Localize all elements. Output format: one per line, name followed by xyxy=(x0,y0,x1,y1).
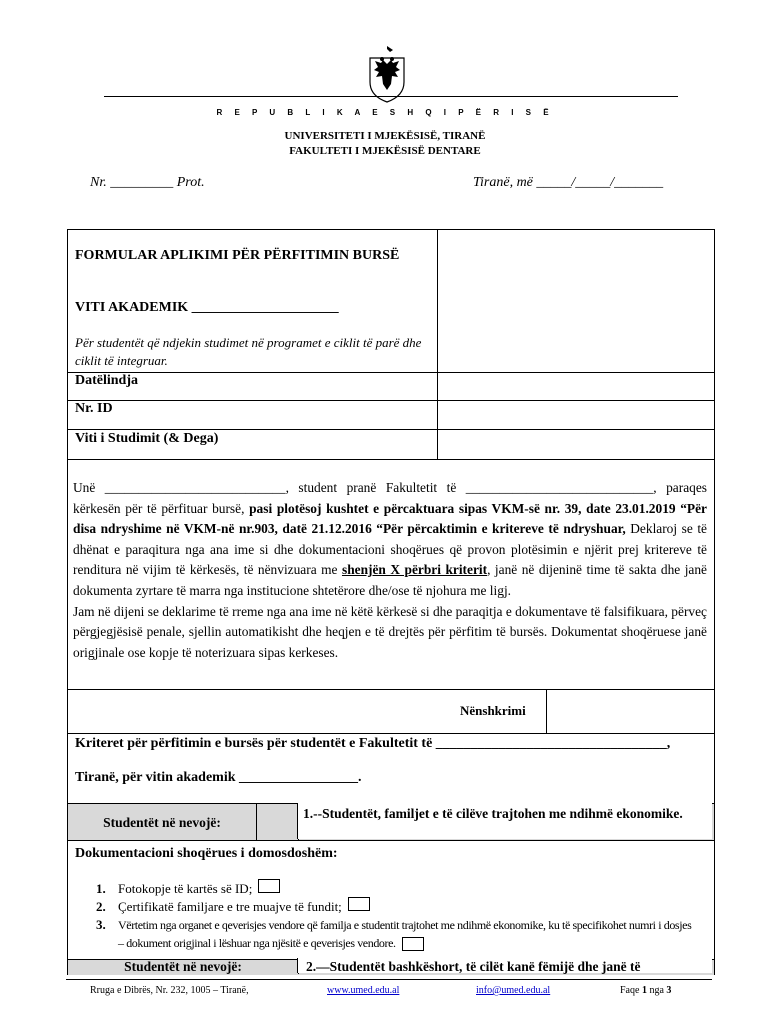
declaration-end: , janë në dijeninë time të sakta dhe janë dokumenta zyrtare të marra nga institucione shtetërore dhe/ose të njohura me ligj. xyxy=(73,562,707,598)
criteria-line: Kriteret për përfitimin e bursës për studentët e Fakultetit të _________________________________, xyxy=(75,736,671,751)
institution-heading xyxy=(0,129,770,159)
academic-year: VITI AKADEMIK _____________________ xyxy=(75,300,339,315)
list-item-text: Çertifikatë familjare e tre muajve të fundit; xyxy=(118,899,342,914)
form-title: FORMULAR APLIKIMI PËR PËRFITIMIN BURSË xyxy=(75,248,400,263)
header-rule xyxy=(104,96,678,97)
tirane-academic-year-line: Tiranë, për vitin akademik _________________. xyxy=(75,770,362,785)
page-word: Faqe xyxy=(620,985,640,996)
page-total: 3 xyxy=(666,985,672,996)
applies-to-note: Për studentët që ndjekin studimet në programet e ciklit të parë dhe ciklit të integruar. xyxy=(75,335,422,368)
column-divider xyxy=(437,230,438,459)
field-id-label: Nr. ID xyxy=(75,401,113,416)
declaration-legal-basis: pasi plotësoj kushtet e përcaktuara sipas VKM-së nr. 39, date 23.01.2019 “Për disa ndryshime në VKM-në nr.903, datë 21.12.2016 “Për përcaktimin e kritereve të ndryshuar, xyxy=(73,500,707,537)
footer-email-link[interactable]: info@umed.edu.al xyxy=(476,985,551,996)
row-divider xyxy=(68,372,714,373)
faculty-name: FAKULTETI I MJEKËSISË DENTARE xyxy=(289,145,481,157)
page-of: nga xyxy=(649,985,664,996)
row-divider xyxy=(68,429,714,430)
documents-list xyxy=(96,880,696,952)
page-number xyxy=(620,985,671,996)
column-divider xyxy=(297,803,298,839)
list-item-text: Fotokopje të kartës së ID; xyxy=(118,881,253,896)
list-item-number: 1. xyxy=(96,881,106,896)
page-current: 1 xyxy=(641,985,647,996)
column-divider xyxy=(256,803,257,840)
list-item-text: Vërtetim nga organet e qeverisjes vendore që familja e studentit trajtohet me ndihmë ekonomike, ku të specifikohet numri i dosjes – dokument origjinal i lëshuar nga njësitë e qeverisjes vendore. xyxy=(118,918,692,950)
list-item-number: 2. xyxy=(96,899,106,914)
list-item xyxy=(96,916,696,952)
category1-description: 1.--Studentët, familjet e të cilëve trajtohen me ndihmë ekonomike. xyxy=(303,806,683,821)
coat-of-arms-emblem xyxy=(362,44,412,104)
footer-address: Rruga e Dibrës, Nr. 232, 1005 – Tiranë, xyxy=(90,985,249,996)
declaration-text xyxy=(73,478,707,663)
declaration-start: Unë ___________________________, student pranë Fakultetit të ____________________________, paraqes kërkesën për të përfituar bursë, xyxy=(73,480,707,516)
footer-rule xyxy=(66,979,712,980)
checkbox-aid-certificate[interactable] xyxy=(402,937,424,951)
row-divider xyxy=(68,689,714,690)
category2-description: 2.—Studentët bashkëshort, të cilët kanë fëmijë dhe janë të xyxy=(306,959,641,974)
protocol-number: Nr. _________ Prot. xyxy=(90,175,205,190)
signature-label: Nënshkrimi xyxy=(460,703,526,718)
university-name: UNIVERSITETI I MJEKËSISË, TIRANË xyxy=(284,130,486,142)
declaration-mark-instruction: shenjën X përbri kriterit xyxy=(341,562,488,578)
declaration-paragraph-2: Jam në dijeni se deklarime të rreme nga ana ime në këtë kërkesë si dhe paraqitja e dokumentave të falsifikuara, përveç përgjegjësisë penale, sjellin automatikisht dhe heqjen e të drejtës për përfitim të bursës. Dokumentat shoqëruese janë origjinale ose kopje të noterizuara sipas kerkeses. xyxy=(73,603,707,660)
row-divider xyxy=(68,400,714,401)
row-divider xyxy=(68,733,714,734)
place-date: Tiranë, më _____/_____/_______ xyxy=(473,175,664,190)
list-item xyxy=(96,898,696,916)
field-study-year-label: Viti i Studimit (& Dega) xyxy=(75,431,219,446)
category1-label: Studentët në nevojë: xyxy=(103,815,221,830)
category2-label: Studentët në nevojë: xyxy=(124,959,242,974)
checkbox-family-certificate[interactable] xyxy=(348,897,370,911)
row-divider xyxy=(68,459,714,460)
declaration-paragraph xyxy=(73,478,707,602)
declaration-middle: Deklaroj se të dhënat e paraqitura nga ana ime si dhe dokumentacioni shoqërues që provon plotësimin e njërit prej kritereve të renditura në vijim të kërkesës, të nënvizuara me xyxy=(73,521,707,578)
list-item-number: 3. xyxy=(96,917,106,932)
footer-website-link[interactable]: www.umed.edu.al xyxy=(327,985,400,996)
checkbox-id-copy[interactable] xyxy=(258,879,280,893)
republic-heading: R E P U B L I K A E S H Q I P Ë R I S Ë xyxy=(216,108,554,117)
list-item xyxy=(96,880,696,898)
documents-heading: Dokumentacioni shoqërues i domosdoshëm: xyxy=(75,846,338,861)
signature-divider xyxy=(546,689,547,733)
field-birthdate-label: Datëlindja xyxy=(75,373,138,388)
